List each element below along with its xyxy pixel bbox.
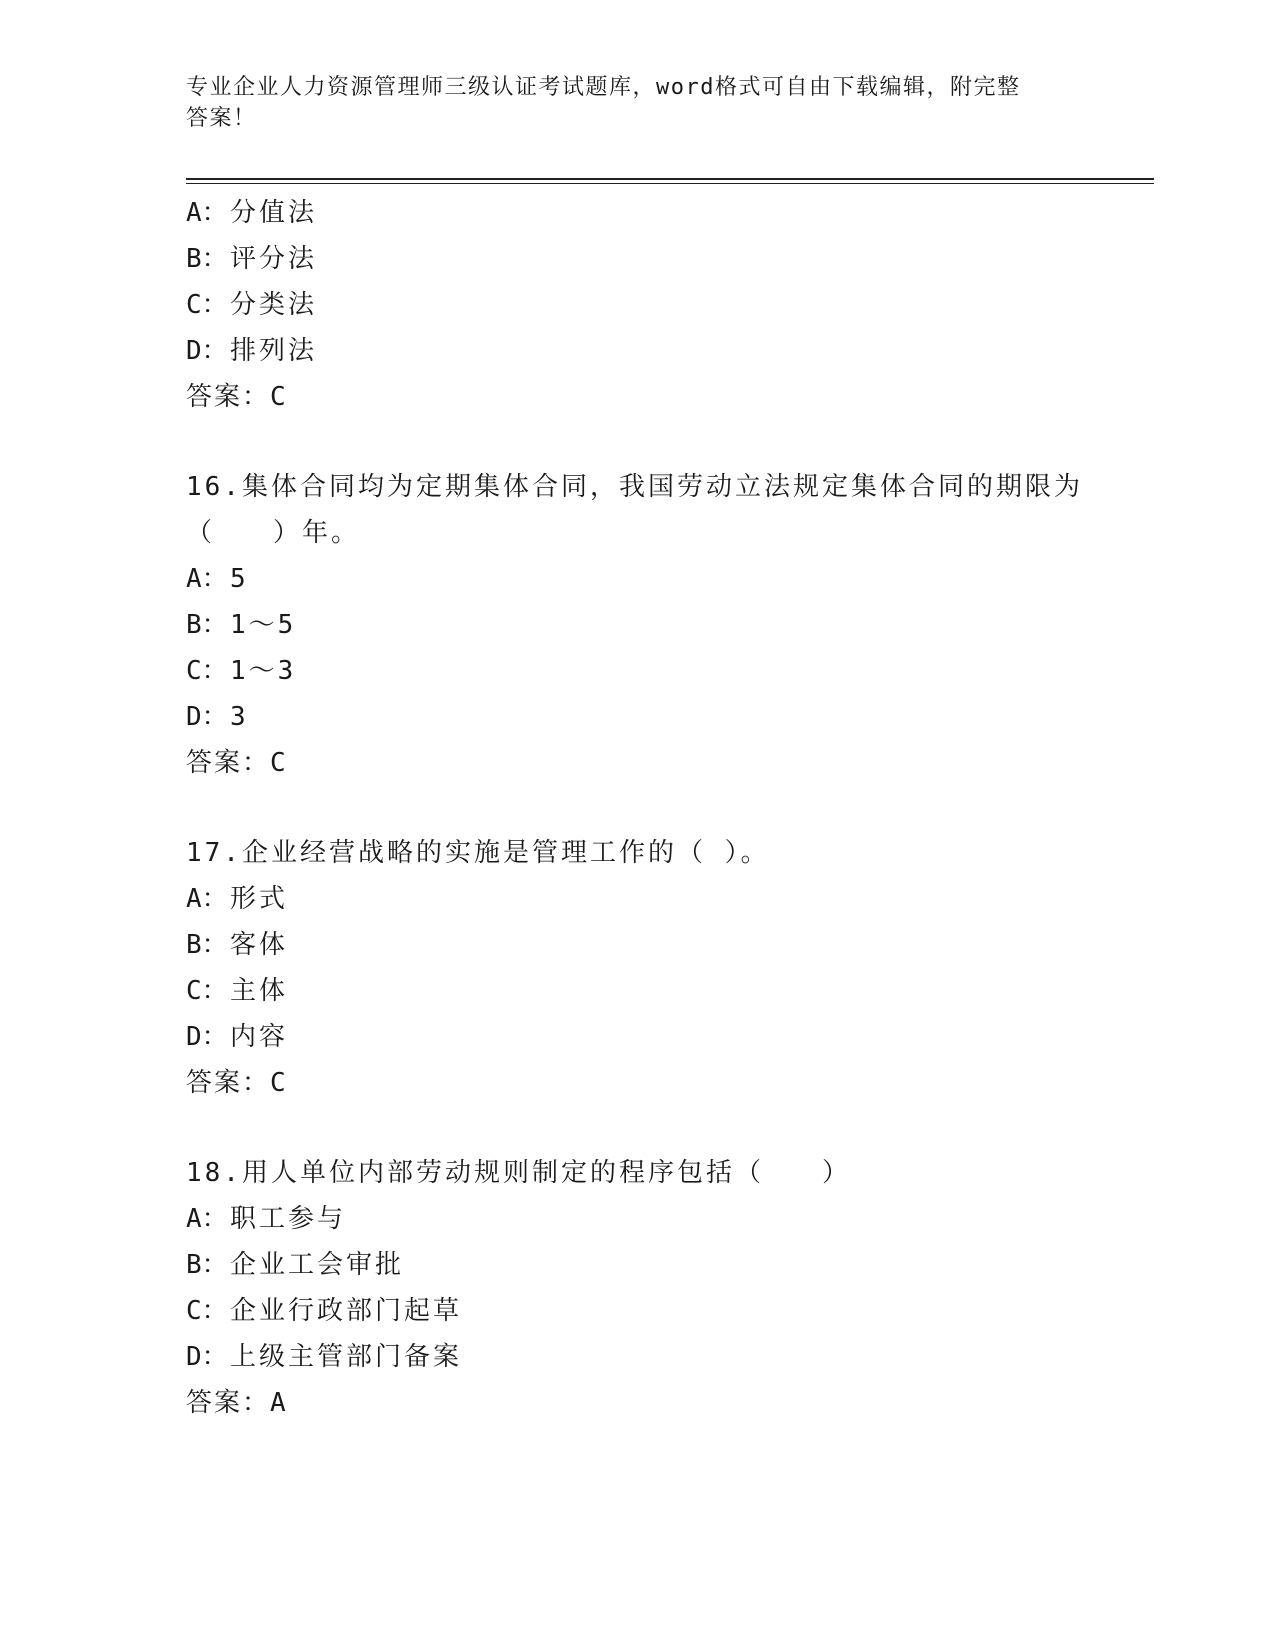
answer-line: 答案：A [186,1388,288,1418]
answer-line: 答案：C [186,1068,288,1098]
option-a: A：形式 [186,884,289,914]
answer-line: 答案：C [186,382,288,412]
header-line-1: 专业企业人力资源管理师三级认证考试题库，word格式可自由下载编辑，附完整 [186,75,1021,100]
header-line-2: 答案！ [186,106,257,131]
header-rule-thick [186,178,1154,180]
question-15-continued [186,190,1136,420]
question-stem-line-2: （ ）年。 [186,518,361,548]
option-d: D：排列法 [186,336,318,366]
option-c: C：分类法 [186,290,318,320]
option-d: D：上级主管部门备案 [186,1342,463,1372]
option-c: C：主体 [186,976,289,1006]
option-c: C：1～3 [186,656,297,686]
option-d: D：内容 [186,1022,289,1052]
header-rule-thin [186,183,1154,184]
option-b: B：客体 [186,930,289,960]
option-a: A：分值法 [186,198,318,228]
question-16 [186,464,1136,786]
question-stem-line-1: 18.用人单位内部劳动规则制定的程序包括（ ） [186,1158,851,1188]
option-b: B：1～5 [186,610,297,640]
option-a: A：5 [186,564,249,594]
question-17 [186,830,1136,1106]
option-d: D：3 [186,702,249,732]
option-c: C：企业行政部门起草 [186,1296,463,1326]
answer-line: 答案：C [186,748,288,778]
option-b: B：企业工会审批 [186,1250,405,1280]
option-b: B：评分法 [186,244,318,274]
question-18 [186,1150,1136,1426]
question-list [186,190,1136,1426]
question-stem-line-1: 17.企业经营战略的实施是管理工作的（ ）。 [186,838,770,868]
question-stem-line-1: 16.集体合同均为定期集体合同，我国劳动立法规定集体合同的期限为 [186,472,1083,502]
page-header [186,72,1076,134]
option-a: A：职工参与 [186,1204,347,1234]
